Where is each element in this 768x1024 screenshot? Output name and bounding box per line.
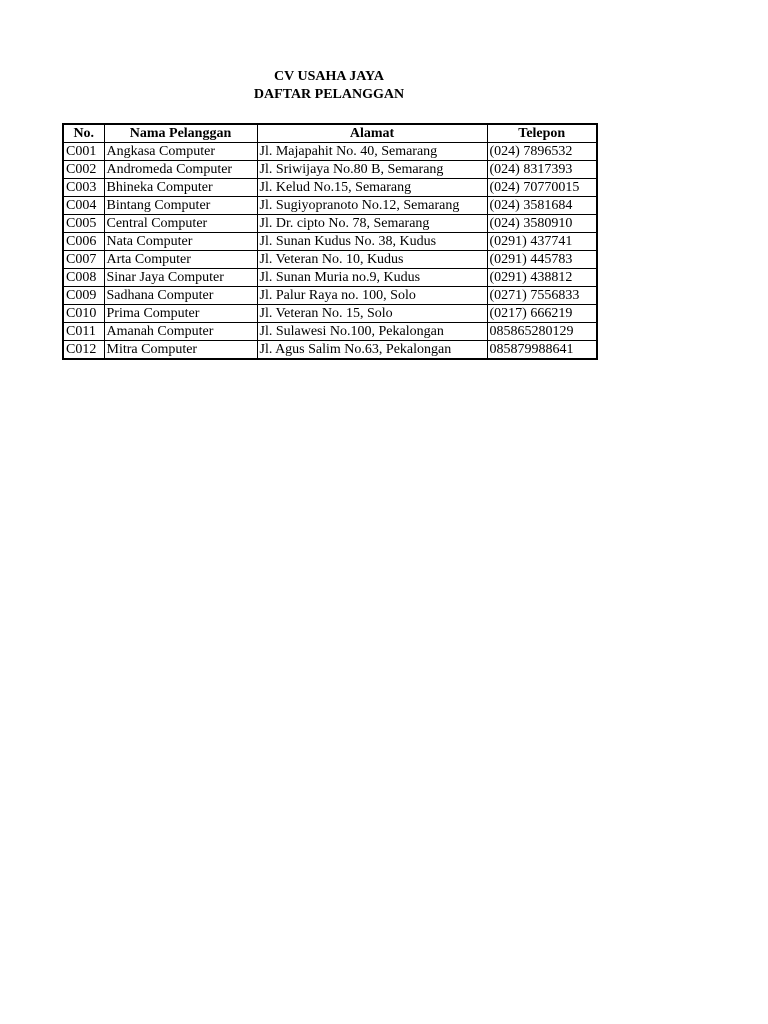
cell-address: Jl. Sunan Muria no.9, Kudus xyxy=(257,269,487,287)
table-row xyxy=(63,341,597,360)
document-title: DAFTAR PELANGGAN xyxy=(253,87,405,102)
cell-no: C005 xyxy=(63,215,104,233)
cell-phone: 085879988641 xyxy=(487,341,597,360)
cell-phone: (0271) 7556833 xyxy=(487,287,597,305)
cell-no: C001 xyxy=(63,143,104,161)
cell-address: Jl. Sunan Kudus No. 38, Kudus xyxy=(257,233,487,251)
cell-address: Jl. Kelud No.15, Semarang xyxy=(257,179,487,197)
table-row xyxy=(63,323,597,341)
table-row xyxy=(63,287,597,305)
table-row xyxy=(63,197,597,215)
cell-no: C003 xyxy=(63,179,104,197)
cell-name: Central Computer xyxy=(104,215,257,233)
cell-address: Jl. Sugiyopranoto No.12, Semarang xyxy=(257,197,487,215)
cell-phone: 085865280129 xyxy=(487,323,597,341)
cell-no: C007 xyxy=(63,251,104,269)
cell-no: C009 xyxy=(63,287,104,305)
header-address: Alamat xyxy=(257,124,487,143)
cell-name: Mitra Computer xyxy=(104,341,257,360)
table-row xyxy=(63,215,597,233)
cell-address: Jl. Veteran No. 10, Kudus xyxy=(257,251,487,269)
cell-phone: (0217) 666219 xyxy=(487,305,597,323)
cell-phone: (024) 3580910 xyxy=(487,215,597,233)
cell-address: Jl. Majapahit No. 40, Semarang xyxy=(257,143,487,161)
cell-phone: (024) 7896532 xyxy=(487,143,597,161)
table-row xyxy=(63,161,597,179)
cell-no: C006 xyxy=(63,233,104,251)
table-row xyxy=(63,269,597,287)
document-header xyxy=(62,68,596,104)
table-header-row xyxy=(63,124,597,143)
cell-name: Sadhana Computer xyxy=(104,287,257,305)
cell-name: Andromeda Computer xyxy=(104,161,257,179)
cell-name: Bhineka Computer xyxy=(104,179,257,197)
cell-no: C004 xyxy=(63,197,104,215)
table-row xyxy=(63,305,597,323)
cell-no: C002 xyxy=(63,161,104,179)
table-row xyxy=(63,233,597,251)
cell-address: Jl. Agus Salim No.63, Pekalongan xyxy=(257,341,487,360)
cell-name: Nata Computer xyxy=(104,233,257,251)
cell-address: Jl. Palur Raya no. 100, Solo xyxy=(257,287,487,305)
cell-no: C011 xyxy=(63,323,104,341)
cell-phone: (0291) 445783 xyxy=(487,251,597,269)
cell-name: Angkasa Computer xyxy=(104,143,257,161)
cell-phone: (024) 3581684 xyxy=(487,197,597,215)
cell-phone: (0291) 438812 xyxy=(487,269,597,287)
cell-phone: (0291) 437741 xyxy=(487,233,597,251)
header-name: Nama Pelanggan xyxy=(104,124,257,143)
cell-name: Prima Computer xyxy=(104,305,257,323)
cell-address: Jl. Sulawesi No.100, Pekalongan xyxy=(257,323,487,341)
cell-phone: (024) 8317393 xyxy=(487,161,597,179)
cell-address: Jl. Veteran No. 15, Solo xyxy=(257,305,487,323)
cell-name: Amanah Computer xyxy=(104,323,257,341)
cell-no: C008 xyxy=(63,269,104,287)
company-name: CV USAHA JAYA xyxy=(274,69,384,84)
cell-name: Bintang Computer xyxy=(104,197,257,215)
cell-no: C012 xyxy=(63,341,104,360)
cell-name: Sinar Jaya Computer xyxy=(104,269,257,287)
cell-name: Arta Computer xyxy=(104,251,257,269)
header-phone: Telepon xyxy=(487,124,597,143)
cell-no: C010 xyxy=(63,305,104,323)
table-row xyxy=(63,143,597,161)
table-row xyxy=(63,179,597,197)
cell-address: Jl. Sriwijaya No.80 B, Semarang xyxy=(257,161,487,179)
cell-phone: (024) 70770015 xyxy=(487,179,597,197)
cell-address: Jl. Dr. cipto No. 78, Semarang xyxy=(257,215,487,233)
table-row xyxy=(63,251,597,269)
customer-table xyxy=(62,123,598,360)
header-no: No. xyxy=(63,124,104,143)
